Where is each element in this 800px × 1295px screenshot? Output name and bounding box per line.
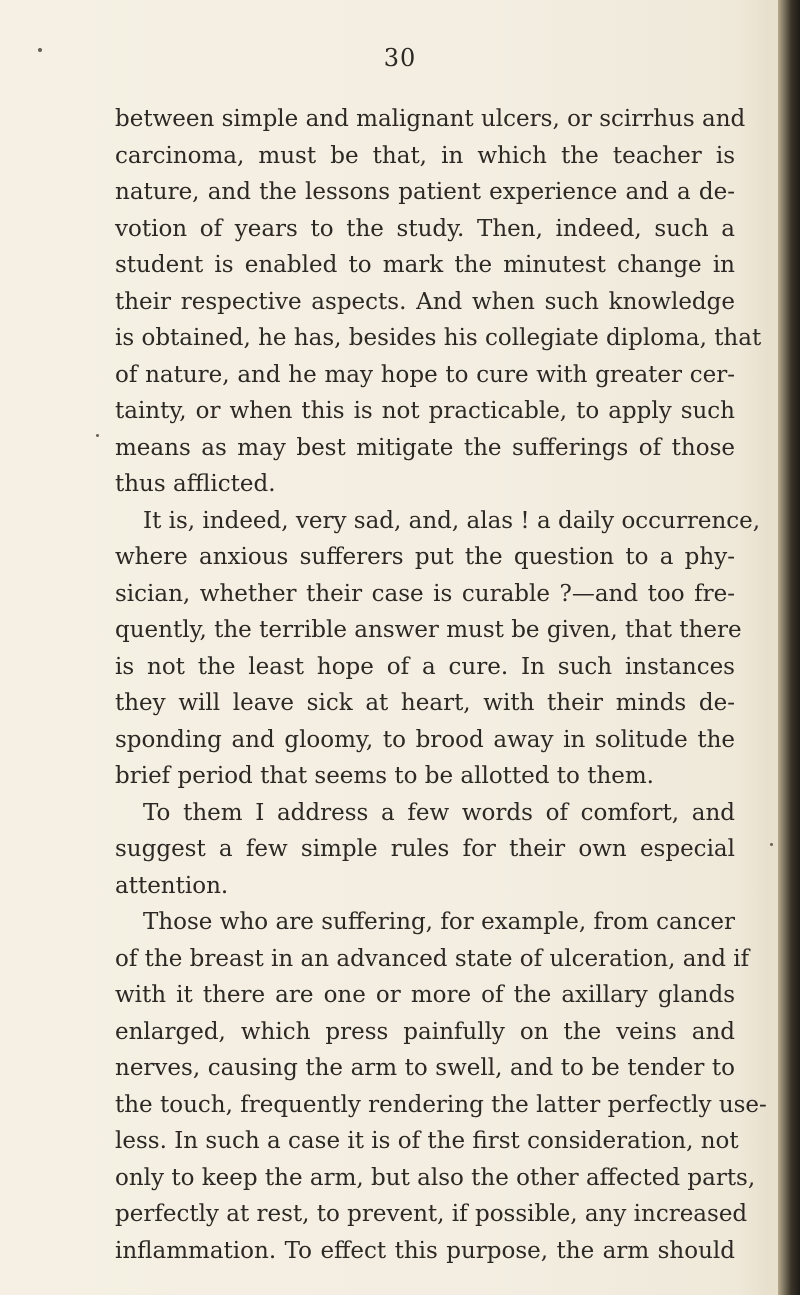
text-line: sponding and gloomy, to brood away in solitude the	[115, 726, 735, 753]
text-line: with it there are one or more of the axillary glands	[115, 982, 735, 1008]
text-line: To them I address a few words of comfort, and	[143, 799, 735, 826]
text-line: tainty, or when this is not practicable, to apply such	[115, 398, 735, 424]
text-line: perfectly at rest, to prevent, if possible, any increased	[115, 1201, 748, 1227]
text-line: means as may best mitigate the sufferings of those	[115, 434, 735, 461]
text-line: is obtained, he has, besides his collegiate diploma, that	[115, 325, 762, 351]
text-line: sician, whether their case is curable ?—and too fre-	[115, 580, 735, 607]
text-line: their respective aspects. And when such knowledge	[115, 288, 735, 315]
paper-speck	[96, 434, 99, 437]
text-line: inflammation. To effect this purpose, the arm should	[115, 1237, 735, 1264]
text-line: is not the least hope of a cure. In such instances	[115, 653, 735, 680]
text-line: It is, indeed, very sad, and, alas ! a daily occurrence,	[143, 507, 761, 534]
page-binding-edge	[778, 0, 800, 1295]
text-line: nerves, causing the arm to swell, and to be tender to	[115, 1055, 735, 1081]
text-line: Those who are suffering, for example, from cancer	[143, 909, 735, 935]
paper-speck	[770, 843, 773, 846]
text-line: quently, the terrible answer must be given, that there	[115, 617, 742, 643]
text-line: between simple and malignant ulcers, or scirrhus and	[115, 106, 746, 132]
text-line: brief period that seems to be allotted to them.	[115, 763, 654, 789]
body-text	[115, 101, 767, 1269]
text-line: attention.	[115, 872, 229, 899]
text-line: of the breast in an advanced state of ulceration, and if	[115, 945, 750, 972]
text-line: of nature, and he may hope to cure with greater cer-	[115, 361, 735, 388]
text-line: nature, and the lessons patient experience and a de-	[115, 179, 735, 205]
text-line: where anxious sufferers put the question to a phy-	[115, 544, 735, 570]
text-line: enlarged, which press painfully on the veins and	[115, 1018, 735, 1045]
text-line: they will leave sick at heart, with their minds de-	[115, 690, 735, 716]
page-number: 30	[383, 44, 417, 72]
text-line: suggest a few simple rules for their own especial	[115, 836, 735, 862]
text-line: thus afflicted.	[115, 471, 276, 497]
text-line: carcinoma, must be that, in which the teacher is	[115, 142, 735, 169]
text-line: student is enabled to mark the minutest change in	[115, 252, 735, 278]
text-line: only to keep the arm, but also the other affected parts,	[115, 1164, 756, 1191]
text-line: less. In such a case it is of the first consideration, not	[115, 1128, 739, 1154]
text-line: the touch, frequently rendering the latter perfectly use-	[115, 1091, 767, 1118]
text-line: votion of years to the study. Then, indeed, such a	[115, 215, 735, 242]
